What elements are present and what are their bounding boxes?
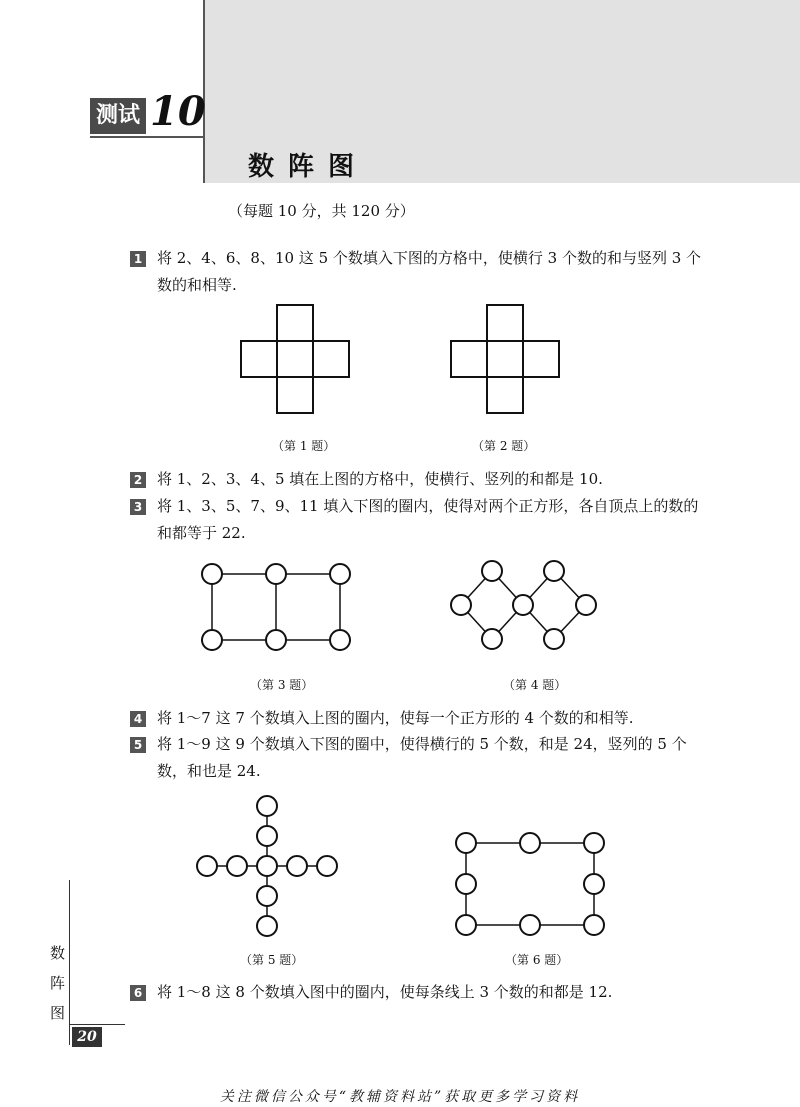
figure-4-two-diamonds xyxy=(449,559,599,655)
figure-caption: （第 4 题） xyxy=(503,678,567,692)
figure-caption: （第 6 题） xyxy=(505,953,569,967)
side-label-char: 图 xyxy=(50,1004,66,1022)
question-3-text xyxy=(157,493,717,547)
question-line: 将 1、3、5、7、9、11 填入下图的圈内，使得对两个正方形，各自顶点上的数的 xyxy=(157,497,699,515)
question-2-text xyxy=(157,466,717,493)
question-line: 数，和也是 24. xyxy=(157,762,261,780)
question-line: 将 1、2、3、4、5 填在上图的方格中，使横行、竖列的和都是 10. xyxy=(157,470,603,488)
test-number: 10 xyxy=(150,88,206,135)
question-6-text xyxy=(157,979,717,1006)
figure-3-two-squares xyxy=(200,562,352,652)
scoring-note: （每题 10 分，共 120 分） xyxy=(228,202,415,220)
header-rule xyxy=(90,136,204,138)
question-number: 6 xyxy=(130,985,146,1001)
side-rule xyxy=(69,880,70,1045)
figure-caption: （第 5 题） xyxy=(240,953,304,967)
question-number: 5 xyxy=(130,737,146,753)
side-bottom-rule xyxy=(69,1024,125,1025)
page-title: 数阵图 xyxy=(248,152,369,182)
question-number: 4 xyxy=(130,711,146,727)
figure-1-cross-grid xyxy=(240,304,350,414)
test-label: 测试 xyxy=(90,98,146,134)
figure-caption: （第 2 题） xyxy=(472,439,536,453)
question-line: 将 1～7 这 7 个数填入上图的圈内，使每一个正方形的 4 个数的和相等. xyxy=(157,709,634,727)
figure-caption: （第 3 题） xyxy=(250,678,314,692)
question-line: 将 1～9 这 9 个数填入下图的圈中，使得横行的 5 个数，和是 24，竖列的 5 个 xyxy=(157,735,687,753)
question-line: 将 1～8 这 8 个数填入图中的圈内，使每条线上 3 个数的和都是 12. xyxy=(157,983,613,1001)
question-line: 将 2、4、6、8、10 这 5 个数填入下图的方格中，使横行 3 个数的和与竖列 3 个 xyxy=(157,249,702,267)
question-number: 2 xyxy=(130,472,146,488)
figure-2-cross-grid xyxy=(450,304,560,414)
side-label-char: 阵 xyxy=(50,974,66,992)
question-number: 3 xyxy=(130,499,146,515)
side-label-char: 数 xyxy=(50,944,66,962)
figure-caption: （第 1 题） xyxy=(272,439,336,453)
question-5-text xyxy=(157,731,717,785)
page-number: 20 xyxy=(72,1027,102,1047)
figure-6-circle-rectangle xyxy=(455,830,607,940)
figure-5-circle-cross xyxy=(196,795,340,943)
question-1-text xyxy=(157,245,717,299)
footer-note: 关注微信公众号“教辅资料站”获取更多学习资料 xyxy=(219,1089,581,1105)
question-line: 和都等于 22. xyxy=(157,524,246,542)
question-line: 数的和相等. xyxy=(157,276,237,294)
question-4-text xyxy=(157,705,717,732)
question-number: 1 xyxy=(130,251,146,267)
